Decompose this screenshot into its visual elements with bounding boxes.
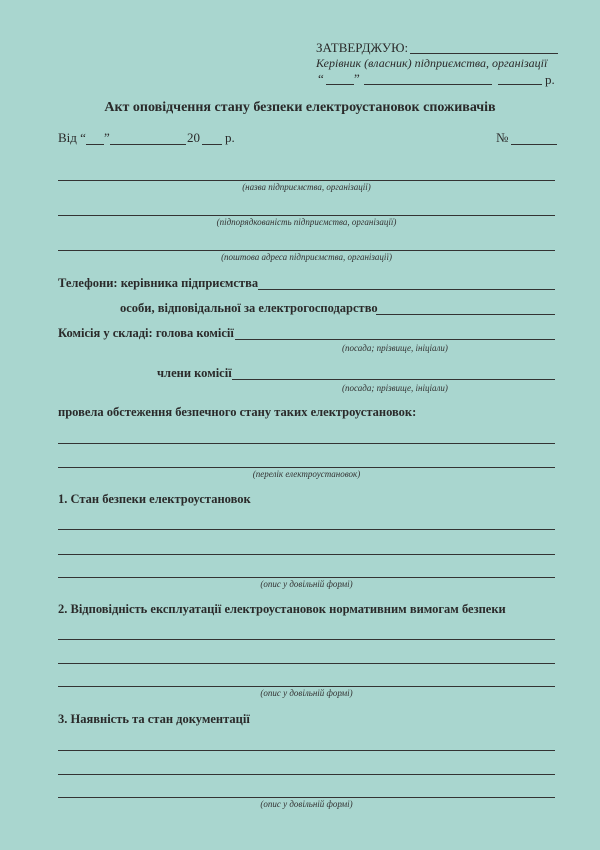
approval-position: Керівник (власник) підприємства, організації [316, 56, 548, 70]
section-1-line-1[interactable] [58, 529, 555, 530]
date-year-prefix: 20 [187, 130, 200, 145]
postal-address-line[interactable] [58, 250, 555, 251]
responsible-person-label: особи, відповідальної за електрогосподарство [120, 301, 378, 315]
approval-signature-line[interactable] [410, 53, 558, 54]
document-title: Акт оповідчення стану безпеки електроустановок споживачів [104, 100, 496, 115]
commission-label: Комісія у складі: голова комісії [58, 326, 234, 340]
section-3-caption: (опис у довільній формі) [260, 799, 353, 809]
section-1-caption: (опис у довільній формі) [260, 579, 353, 589]
commission-head-line[interactable] [235, 339, 555, 340]
date-day-line[interactable] [86, 144, 104, 145]
section-3-line-2[interactable] [58, 774, 555, 775]
members-label: члени комісії [157, 366, 232, 380]
section-2-caption: (опис у довільній формі) [260, 688, 353, 698]
head-phone-line[interactable] [258, 289, 555, 290]
installations-caption: (перелік електроустановок) [252, 469, 361, 479]
phones-label: Телефони: керівника підприємства [58, 276, 259, 290]
number-line[interactable] [511, 144, 557, 145]
section-1-heading: 1. Стан безпеки електроустановок [58, 492, 251, 506]
installations-line-2[interactable] [58, 467, 555, 468]
section-3-line-1[interactable] [58, 750, 555, 751]
survey-label: провела обстеження безпечного стану таких електроустановок: [58, 405, 417, 419]
section-2-line-2[interactable] [58, 663, 555, 664]
approval-label: ЗАТВЕРДЖУЮ: [316, 40, 409, 55]
approval-year-line[interactable] [498, 84, 542, 85]
approval-year-suffix: р. [545, 72, 555, 87]
subordination-line[interactable] [58, 215, 555, 216]
section-2-line-3[interactable] [58, 686, 555, 687]
section-2-heading: 2. Відповідність експлуатації електроустановок нормативним вимогам безпеки [58, 602, 506, 616]
approval-day-line[interactable] [326, 84, 354, 85]
date-year-suffix: р. [225, 130, 235, 145]
approval-month-line[interactable] [364, 84, 492, 85]
section-2-line-1[interactable] [58, 639, 555, 640]
section-3-heading: 3. Наявність та стан документації [58, 712, 250, 726]
date-year-line[interactable] [202, 144, 222, 145]
subordination-caption: (підпорядкованість підприємства, організації) [216, 217, 397, 227]
date-month-line[interactable] [110, 144, 186, 145]
section-1-line-2[interactable] [58, 554, 555, 555]
approval-date-close-quote: ” [354, 71, 360, 86]
section-3-line-3[interactable] [58, 797, 555, 798]
enterprise-name-caption: (назва підприємства, організації) [242, 182, 371, 192]
installations-line-1[interactable] [58, 443, 555, 444]
members-caption: (посада; прізвище, ініціали) [342, 383, 448, 393]
members-line[interactable] [232, 379, 555, 380]
number-label: № [496, 130, 509, 145]
date-quote-close: ” [104, 130, 110, 145]
commission-head-caption: (посада; прізвище, ініціали) [342, 343, 448, 353]
section-1-line-3[interactable] [58, 577, 555, 578]
approval-date-open-quote: “ [318, 71, 324, 86]
enterprise-name-line[interactable] [58, 180, 555, 181]
postal-address-caption: (поштова адреса підприємства, організації) [221, 252, 392, 262]
date-from-label: Від “ [58, 130, 86, 145]
responsible-phone-line[interactable] [376, 314, 555, 315]
